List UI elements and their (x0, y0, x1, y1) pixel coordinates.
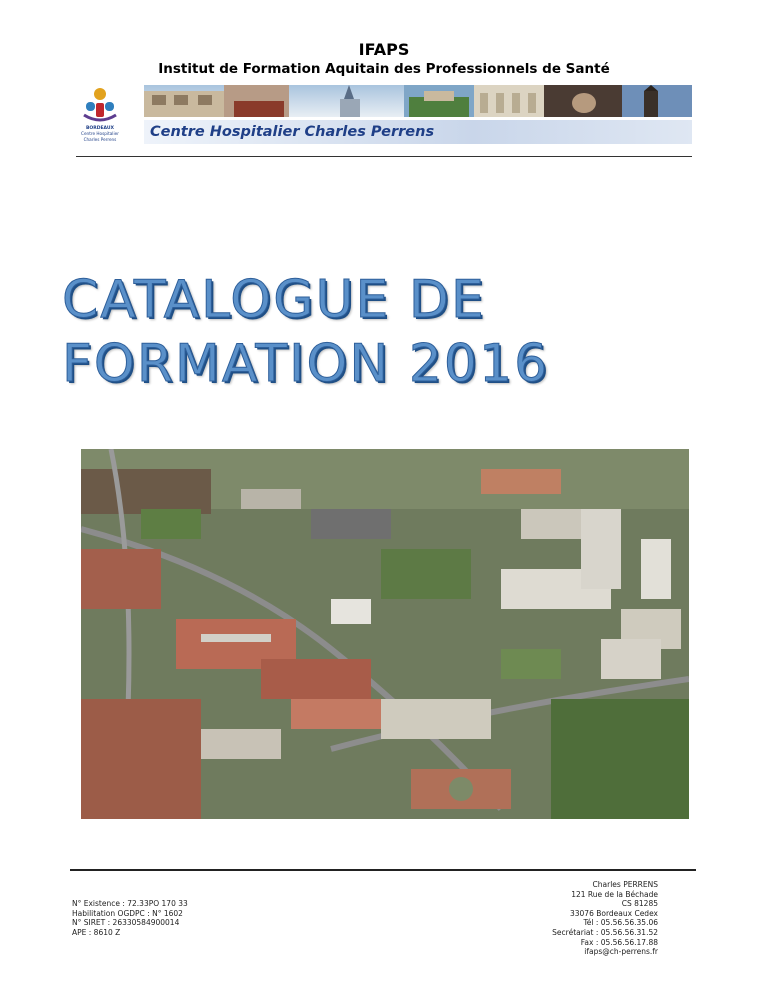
contact-line: Secrétariat : 05.56.56.31.52 (552, 927, 658, 937)
contact-info (552, 880, 658, 957)
legal-info (72, 899, 188, 937)
org-full-name: Institut de Formation Aquitain des Professionnels de Santé (158, 61, 610, 77)
contact-line: Fax : 05.56.56.17.88 (580, 937, 658, 947)
catalogue-title-line-1: CATALOGUE DE (62, 270, 486, 330)
org-name: IFAPS (358, 40, 410, 59)
logo-line-1: BORDEAUX (86, 126, 114, 131)
contact-line: 33076 Bordeaux Cedex (569, 908, 658, 918)
legal-line: N° Existence : 72.33PO 170 33 (72, 899, 188, 908)
logo-line-3: Charles Perrens (83, 137, 117, 142)
footer-divider (70, 869, 696, 871)
aerial-photo (81, 449, 689, 819)
contact-line: Tél : 05.56.56.35.06 (583, 918, 658, 928)
header-divider (76, 156, 692, 157)
legal-line: N° SIRET : 26330584900014 (72, 918, 180, 928)
catalogue-title-line-2: FORMATION 2016 (62, 334, 550, 394)
hospital-name: Centre Hospitalier Charles Perrens (144, 120, 692, 144)
hospital-logo (76, 85, 138, 145)
contact-line: CS 81285 (621, 899, 658, 909)
logo-line-2: Centre Hospitalier (81, 131, 119, 136)
contact-line: Charles PERRENS (592, 880, 658, 889)
photo-strip (144, 85, 692, 117)
legal-line: Habilitation OGDPC : N° 1602 (72, 908, 183, 918)
legal-line: APE : 8610 Z (72, 927, 121, 937)
header-banner (76, 85, 692, 145)
contact-email[interactable]: ifaps@ch-perrens.fr (584, 947, 658, 957)
contact-line: 121 Rue de la Béchade (571, 889, 658, 899)
